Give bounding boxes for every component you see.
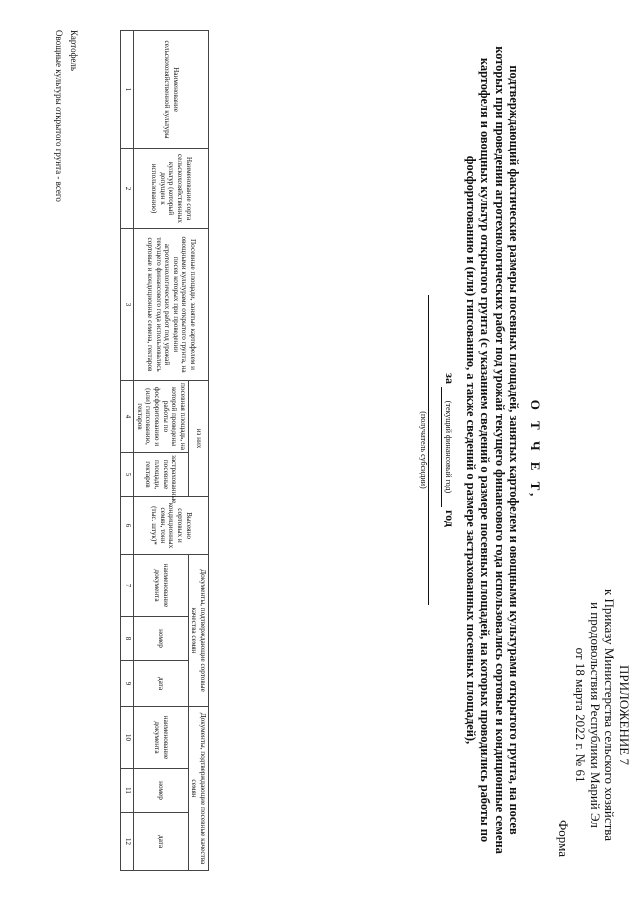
column-number-row [121, 31, 134, 871]
column-number: 10 [121, 707, 134, 769]
col-variety-doc-date: дата [134, 661, 189, 707]
appendix-line-3: и продовольствия Республики Марий Эл [588, 602, 603, 828]
col-sown-area: Посевные площади, занятые картофелем и овощными культурами открытого грунта, на посев которых при проведении агротехнологических работ под урожай текущего финансового года использовались сортовые и кондиционные семена, гектаров [134, 229, 209, 381]
column-number: 2 [121, 149, 134, 229]
col-sowing-doc-number: номер [134, 769, 189, 813]
col-sowing-doc-date: дата [134, 813, 189, 871]
appendix-title: ПРИЛОЖЕНИЕ 7 [617, 665, 632, 765]
column-number: 3 [121, 229, 134, 381]
col-variety-doc-name: наименование документа [134, 555, 189, 617]
recipient-field[interactable] [419, 295, 429, 605]
column-number: 12 [121, 813, 134, 871]
period-suffix: год [443, 509, 458, 527]
column-number: 5 [121, 453, 134, 497]
row-potato: Картофель [69, 30, 79, 71]
report-subtitle: подтверждающий фактические размеры посевных площадей, занятых картофелем и овощными культурами открытого грунта, на посев которых при проведении агротехнологических работ под урожай текущего финансового года использовались сортовые и кондиционные семена картофеля и овощных культур открытого грунта (с указанием сведений о размере посевных площадей, на которых проводились работы по фосфоритованию и (или) гипсованию, а также сведений о размере застрахованных посевных площадей), [463, 46, 521, 854]
column-number: 9 [121, 661, 134, 707]
col-sowing-doc-name: наименование документа [134, 707, 189, 769]
row-vegetables-total: Овощные культуры открытого грунта - всего [54, 30, 64, 202]
form-label: Форма [556, 820, 571, 857]
column-number: 6 [121, 497, 134, 555]
report-title: О Т Ч Е Т, [528, 399, 543, 501]
col-group-variety-docs: Документы, подтверждающие сортовые качества семян [188, 555, 208, 707]
col-group-of-them: из них [188, 381, 208, 497]
column-number: 8 [121, 617, 134, 661]
recipient-hint: (получатель субсидии) [419, 411, 429, 489]
col-group-sowing-docs: Документы, подтверждающие посевные качества семян [188, 707, 208, 871]
column-number: 1 [121, 31, 134, 149]
period-year-field[interactable] [441, 387, 457, 507]
crop-rows [49, 30, 79, 202]
report-table [120, 30, 209, 871]
col-variety-doc-number: номер [134, 617, 189, 661]
column-number: 11 [121, 769, 134, 813]
period-hint: (текущий финансовый год) [444, 400, 454, 494]
col-seeds-sown: Высеяно сортовых и кондиционных семян, тонн (тыс. штук)* [134, 497, 209, 555]
appendix-line-2: к Приказу Министерства сельского хозяйства [602, 588, 618, 842]
period-line [441, 40, 457, 860]
col-crop-name: Наименование сельскохозяйственной культуры [134, 31, 209, 149]
col-variety-name: Наименование сорта сельскохозяйственных культур (который допущен к использованию) [134, 149, 209, 229]
appendix-line-4: от 18 марта 2022 г. № 61 [573, 647, 589, 783]
col-insured-area: застрахованные посевные площади, гектаров [134, 453, 189, 497]
col-phosphorite-area: посевная площадь, на которой проведены работы по фосфоритованию и (или) гипсованию, гектаров [134, 381, 189, 453]
column-number: 7 [121, 555, 134, 617]
period-prefix: за [443, 373, 458, 384]
column-number: 4 [121, 381, 134, 453]
report-title-block [419, 40, 543, 860]
appendix-header [573, 565, 631, 865]
